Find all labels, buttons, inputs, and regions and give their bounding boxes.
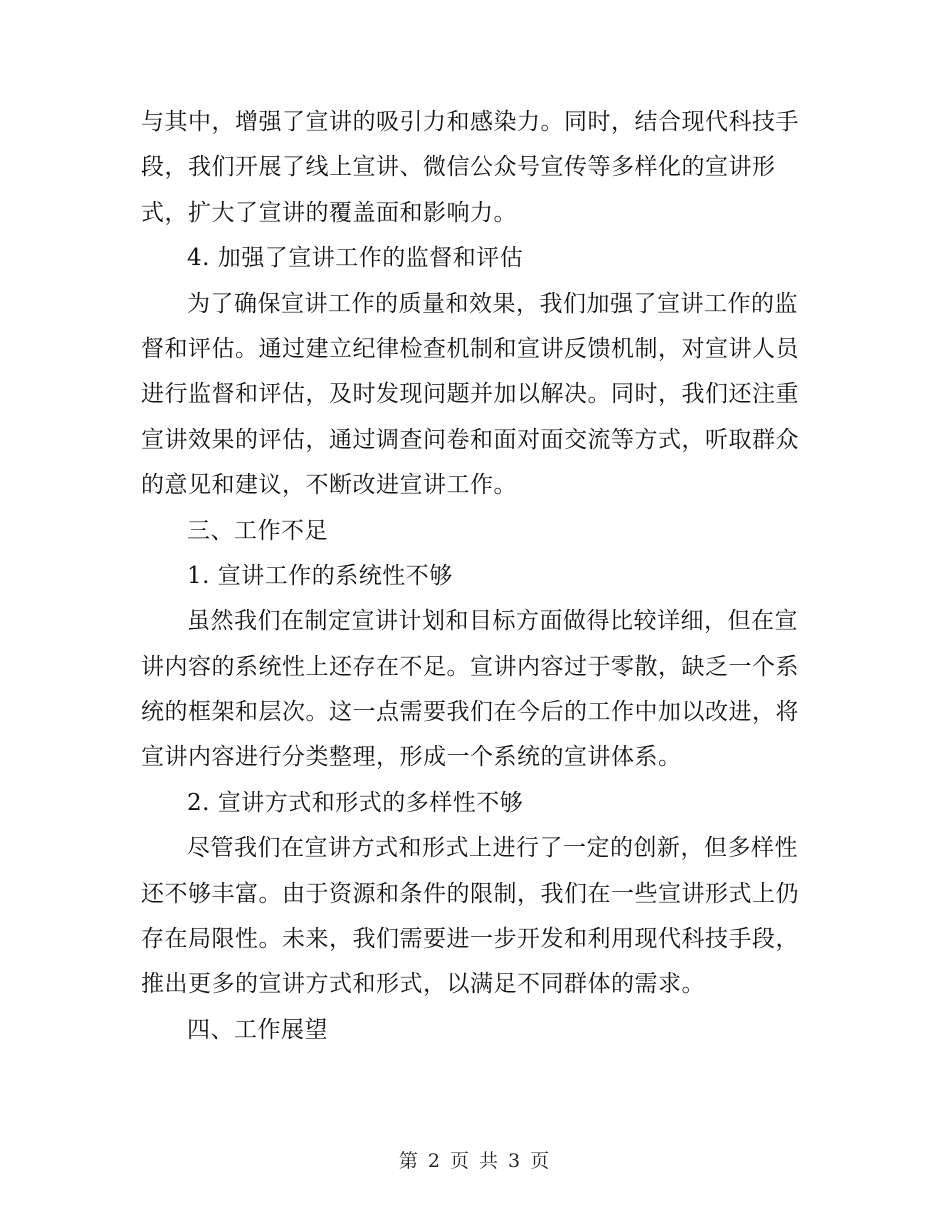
text-line: 存在局限性。未来，我们需要进一步开发和利用现代科技手段， bbox=[141, 926, 799, 953]
page-number-footer: 第 2 页 共 3 页 bbox=[398, 1150, 552, 1172]
text-line: 与其中，增强了宣讲的吸引力和感染力。同时，结合现代科技手 bbox=[141, 109, 799, 135]
text-line: 还不够丰富。由于资源和条件的限制，我们在一些宣讲形式上仍 bbox=[141, 880, 799, 907]
text-line: 进行监督和评估，及时发现问题并加以解决。同时，我们还注重 bbox=[141, 381, 799, 408]
text-line: 1. 宣讲工作的系统性不够 bbox=[187, 562, 453, 589]
text-line: 宣讲内容进行分类整理，形成一个系统的宣讲体系。 bbox=[141, 744, 682, 771]
text-line: 宣讲效果的评估，通过调查问卷和面对面交流等方式，听取群众 bbox=[141, 426, 799, 453]
text-line: 督和评估。通过建立纪律检查机制和宣讲反馈机制，对宣讲人员 bbox=[141, 335, 799, 362]
text-line: 的意见和建议，不断改进宣讲工作。 bbox=[141, 472, 517, 499]
text-line: 讲内容的系统性上还存在不足。宣讲内容过于零散，缺乏一个系 bbox=[141, 653, 799, 680]
text-line: 式，扩大了宣讲的覆盖面和影响力。 bbox=[141, 199, 517, 226]
text-line: 2. 宣讲方式和形式的多样性不够 bbox=[187, 789, 524, 816]
text-line: 段，我们开展了线上宣讲、微信公众号宣传等多样化的宣讲形 bbox=[141, 154, 776, 181]
text-line: 推出更多的宣讲方式和形式，以满足不同群体的需求。 bbox=[141, 971, 705, 998]
text-line: 统的框架和层次。这一点需要我们在今后的工作中加以改进，将 bbox=[141, 699, 799, 726]
text-line: 虽然我们在制定宣讲计划和目标方面做得比较详细，但在宣 bbox=[187, 608, 798, 635]
text-line: 三、工作不足 bbox=[187, 517, 328, 544]
text-line: 尽管我们在宣讲方式和形式上进行了一定的创新，但多样性 bbox=[187, 835, 798, 862]
text-line: 为了确保宣讲工作的质量和效果，我们加强了宣讲工作的监 bbox=[187, 290, 798, 317]
text-line: 4. 加强了宣讲工作的监督和评估 bbox=[187, 245, 524, 272]
document-body bbox=[141, 100, 801, 1053]
text-line: 四、工作展望 bbox=[187, 1016, 328, 1043]
